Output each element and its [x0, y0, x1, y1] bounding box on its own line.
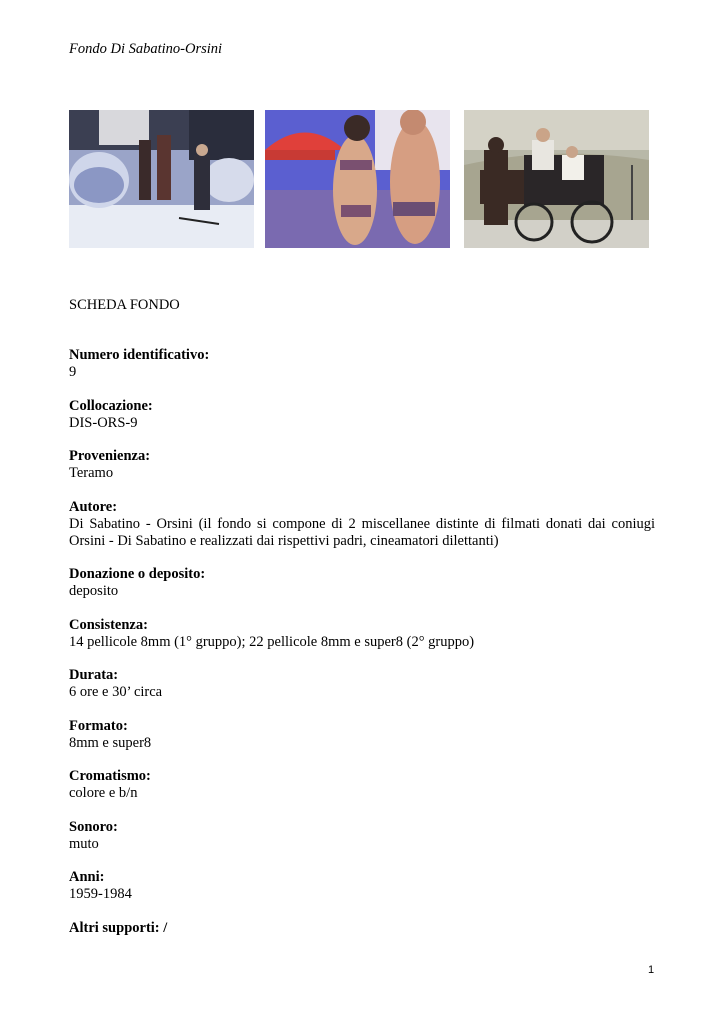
field-value: 6 ore e 30’ circa [69, 684, 163, 700]
section-title: SCHEDA FONDO [69, 297, 180, 313]
field-label: Sonoro: [69, 818, 118, 835]
field-donazione [69, 566, 655, 600]
field-value: deposito [69, 583, 119, 599]
field-value: 14 pellicole 8mm (1° gruppo); 22 pellicole 8mm e super8 (2° gruppo) [69, 633, 475, 650]
field-label: Anni: [69, 869, 105, 885]
field-value: colore e b/n [69, 785, 138, 801]
field-label: Numero identificativo: [69, 347, 210, 363]
field-label: Donazione o deposito: [69, 566, 206, 582]
field-collocazione [69, 398, 655, 432]
field-label: Cromatismo: [69, 768, 151, 784]
field-altri-supporti [69, 920, 655, 937]
field-label: Provenienza: [69, 448, 151, 464]
record-fields [69, 347, 655, 953]
field-value: DIS-ORS-9 [69, 414, 138, 431]
field-formato [69, 718, 655, 752]
field-anni [69, 869, 655, 903]
field-consistenza [69, 617, 655, 651]
field-sonoro [69, 819, 655, 853]
field-provenienza [69, 448, 655, 482]
field-label: Autore: [69, 498, 118, 515]
field-value: 9 [69, 364, 77, 380]
field-label: Collocazione: [69, 397, 153, 414]
field-durata [69, 667, 655, 701]
page-number: 1 [648, 964, 655, 976]
film-still-beach-couple [265, 110, 450, 248]
document-header-title: Fondo Di Sabatino-Orsini [69, 41, 223, 57]
field-value: muto [69, 835, 99, 852]
field-label: Consistenza: [69, 616, 148, 633]
field-numero [69, 347, 655, 381]
field-value: 8mm e super8 [69, 734, 152, 751]
field-value: Teramo [69, 465, 114, 481]
film-still-snow-cars [69, 110, 254, 248]
field-value: 1959-1984 [69, 886, 132, 902]
field-value: / [163, 919, 168, 936]
field-label: Altri supporti: [69, 919, 164, 936]
field-autore [69, 499, 655, 550]
film-still-horse-carriage [464, 110, 649, 248]
field-value: Di Sabatino - Orsini (il fondo si compone di 2 miscellanee distinte di filmati donati dai coniugi Orsini - Di Sabatino e realizzati dai rispettivi padri, cineamatori dilettanti) [69, 515, 655, 549]
field-label: Durata: [69, 667, 119, 683]
field-cromatismo [69, 768, 655, 802]
field-label: Formato: [69, 717, 128, 734]
